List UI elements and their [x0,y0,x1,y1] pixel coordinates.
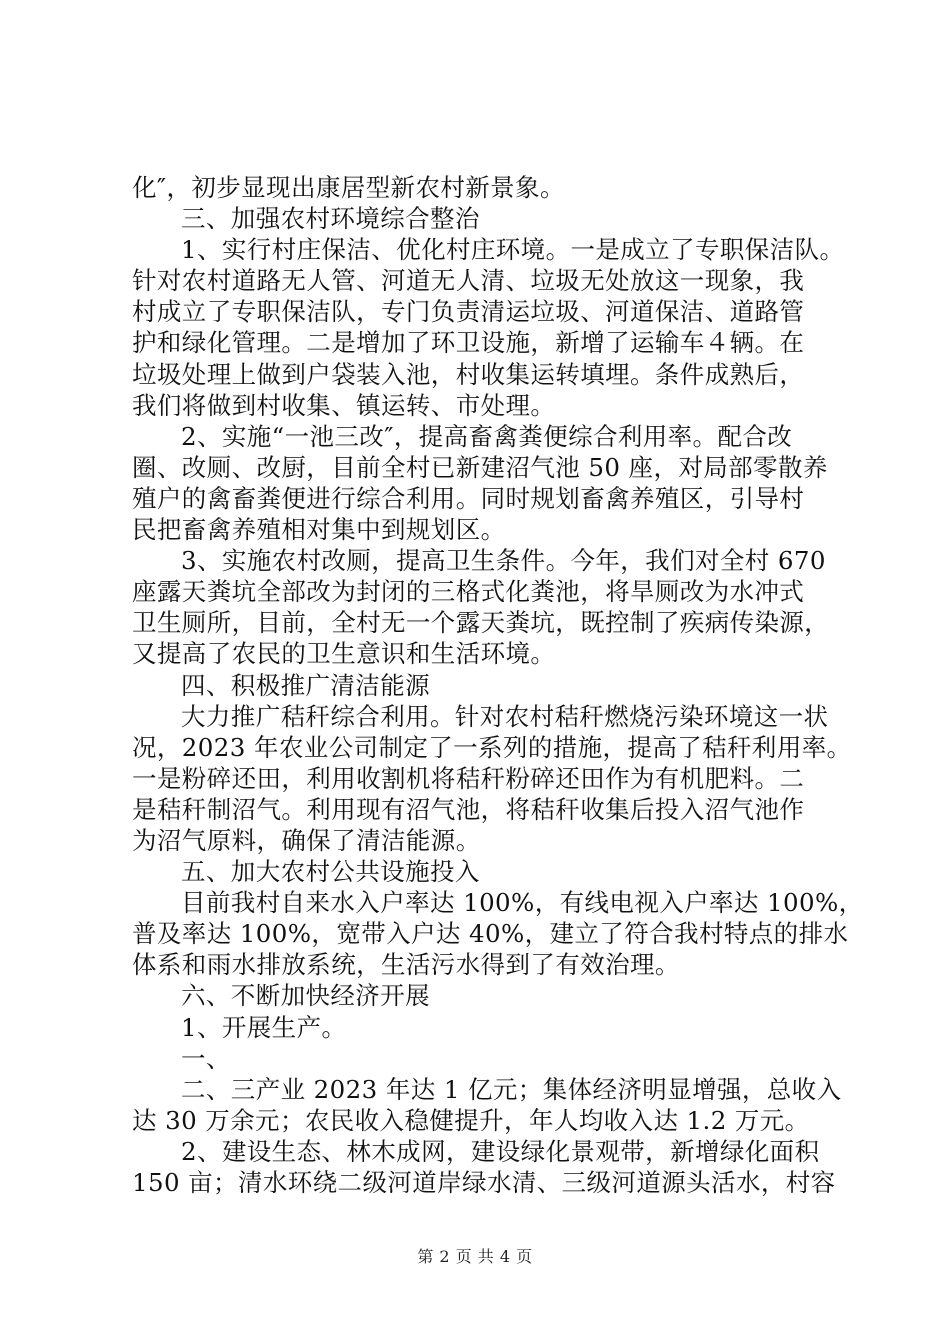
text-line: 垃圾处理上做到户袋装入池，村收集运转填埋。条件成熟后， [132,359,805,389]
text-line: 2、建设生态、林木成网，建设绿化景观带，新增绿化面积 [181,1136,820,1166]
text-line: 是秸秆制沼气。利用现有沼气池，将秸秆收集后投入沼气池作 [132,794,805,824]
text-line: 座露天粪坑全部改为封闭的三格式化粪池，将旱厕改为水冲式 [132,577,805,607]
text-line: 为沼气原料，确保了清洁能源。 [132,825,481,855]
text-line: 普及率达 100%，宽带入户达 40%，建立了符合我村特点的排水 [132,919,849,949]
text-line: 殖户的禽畜粪便进行综合利用。同时规划畜禽养殖区，引导村 [132,483,805,513]
text-line: 卫生厕所，目前，全村无一个露天粪坑，既控制了疾病传染源， [132,608,830,638]
text-line: 二、三产业 2023 年达 1 亿元；集体经济明显增强，总收入 [181,1074,842,1104]
text-line: 圈、改厕、改厨，目前全村已新建沼气池 50 座，对局部零散养 [132,452,828,482]
text-line: 三、加强农村环境综合整治 [181,204,480,234]
document-body [132,172,864,1198]
text-line: 一是粉碎还田，利用收割机将秸秆粉碎还田作为有机肥料。二 [132,763,805,793]
text-line: 目前我村自来水入户率达 100%，有线电视入户率达 100%， [181,888,864,918]
text-line: 1、开展生产。 [181,1012,347,1042]
text-line: 3、实施农村改厕，提高卫生条件。今年，我们对全村 670 [181,546,826,576]
text-line: 六、不断加快经济开展 [181,981,430,1011]
text-line: 我们将做到村收集、镇运转、市处理。 [132,390,556,420]
text-line: 针对农村道路无人管、河道无人清、垃圾无处放这一现象，我 [132,266,805,296]
text-line: 大力推广秸秆综合利用。针对农村秸秆燃烧污染环境这一状 [181,701,829,731]
text-line: 1、实行村庄保洁、优化村庄环境。一是成立了专职保洁队。 [181,235,845,265]
text-line: 又提高了农民的卫生意识和生活环境。 [132,639,556,669]
text-line: 村成立了专职保洁队，专门负责清运垃圾、河道保洁、道路管 [132,297,805,327]
text-line: 达 30 万余元；农民收入稳健提升，年人均收入达 1.2 万元。 [132,1105,810,1135]
text-line: 民把畜禽养殖相对集中到规划区。 [132,515,506,545]
text-line: 一、 [181,1043,231,1073]
text-line: 护和绿化管理。二是增加了环卫设施，新增了运输车４辆。在 [132,328,805,358]
text-line: 体系和雨水排放系统，生活污水得到了有效治理。 [132,950,680,980]
page-footer: 第 2 页 共 4 页 [417,1247,533,1266]
text-line: 150 亩；清水环绕二级河道岸绿水清、三级河道源头活水，村容 [132,1168,836,1197]
text-line: 2、实施“一池三改″，提高畜禽粪便综合利用率。配合改 [181,421,793,451]
text-line: 五、加大农村公共设施投入 [181,857,480,887]
text-line: 况，2023 年农业公司制定了一系列的措施，提高了秸秆利用率。 [132,732,852,762]
text-line: 四、积极推广清洁能源 [181,670,430,700]
text-line: 化″，初步显现出康居型新农村新景象。 [132,173,565,202]
